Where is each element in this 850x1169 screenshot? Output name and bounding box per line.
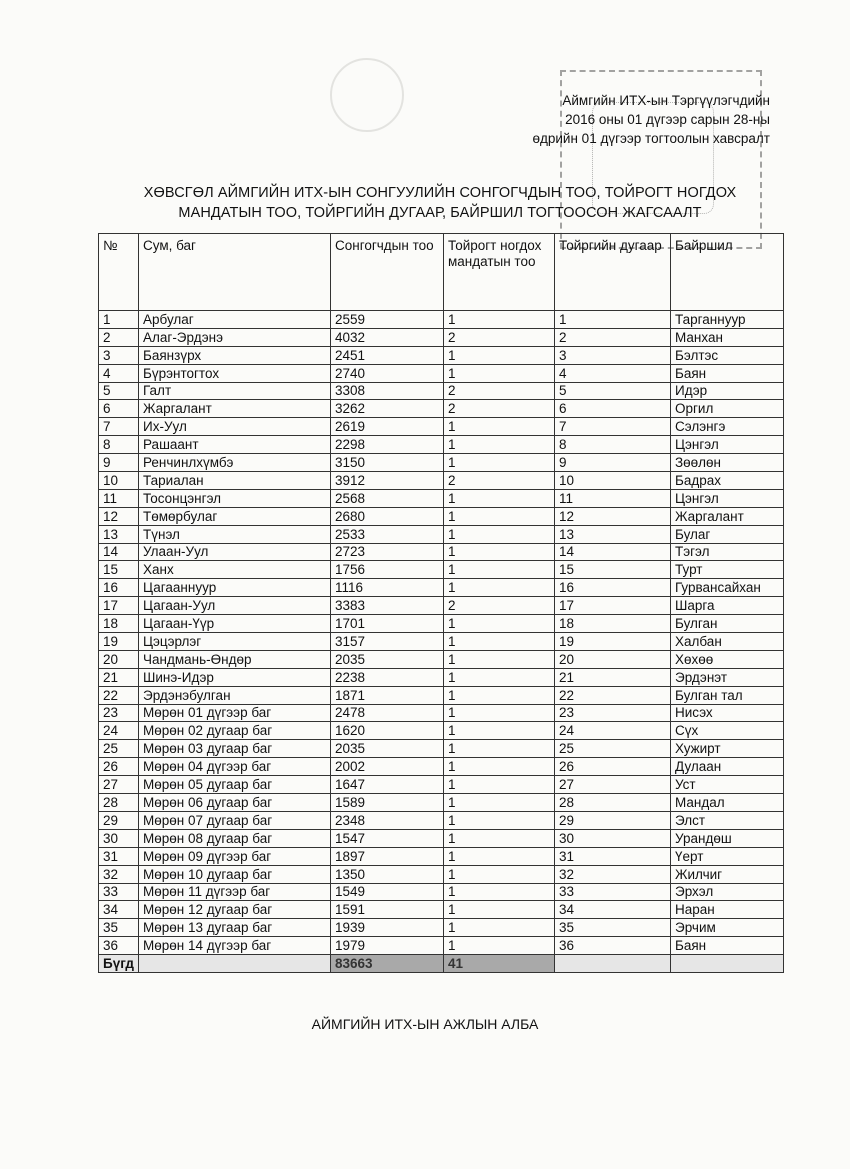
voter-count: 1116 xyxy=(331,579,444,597)
table-row xyxy=(99,668,784,686)
location-name: Нисэх xyxy=(671,704,784,722)
table-row xyxy=(99,597,784,615)
mandate-count: 2 xyxy=(444,472,555,490)
table-row xyxy=(99,472,784,490)
row-number: 33 xyxy=(99,883,139,901)
mandate-count: 1 xyxy=(444,794,555,812)
row-number: 16 xyxy=(99,579,139,597)
voter-count: 1756 xyxy=(331,561,444,579)
district-number: 1 xyxy=(555,311,671,329)
location-name: Гурвансайхан xyxy=(671,579,784,597)
district-number: 22 xyxy=(555,686,671,704)
faint-seal-mark xyxy=(330,58,404,132)
table-row xyxy=(99,311,784,329)
location-name: Булган xyxy=(671,615,784,633)
mandate-count: 1 xyxy=(444,346,555,364)
table-header-row xyxy=(99,234,784,311)
mandate-count: 1 xyxy=(444,686,555,704)
location-name: Булган тал xyxy=(671,686,784,704)
location-name: Уст xyxy=(671,776,784,794)
mandate-count: 1 xyxy=(444,668,555,686)
row-number: 31 xyxy=(99,847,139,865)
location-name: Дулаан xyxy=(671,758,784,776)
location-name: Булаг xyxy=(671,525,784,543)
district-number: 21 xyxy=(555,668,671,686)
voter-count: 1701 xyxy=(331,615,444,633)
location-name: Баян xyxy=(671,364,784,382)
table-row xyxy=(99,901,784,919)
mandate-count: 2 xyxy=(444,597,555,615)
location-name: Шарга xyxy=(671,597,784,615)
table-row xyxy=(99,883,784,901)
table-row xyxy=(99,346,784,364)
sum-bag-name: Мөрөн 08 дугаар баг xyxy=(139,829,331,847)
voter-count: 3383 xyxy=(331,597,444,615)
voter-count: 2619 xyxy=(331,418,444,436)
location-name: Цэнгэл xyxy=(671,489,784,507)
table-row xyxy=(99,865,784,883)
col-header-number: № xyxy=(99,234,139,311)
row-number: 22 xyxy=(99,686,139,704)
district-number: 25 xyxy=(555,740,671,758)
sum-bag-name: Мөрөн 10 дугаар баг xyxy=(139,865,331,883)
sum-bag-name: Ренчинлхүмбэ xyxy=(139,454,331,472)
location-name: Сүх xyxy=(671,722,784,740)
sum-bag-name: Цагаан-Уул xyxy=(139,597,331,615)
location-name: Цэнгэл xyxy=(671,436,784,454)
sum-bag-name: Мөрөн 04 дүгээр баг xyxy=(139,758,331,776)
row-number: 13 xyxy=(99,525,139,543)
mandate-count: 1 xyxy=(444,722,555,740)
table-row xyxy=(99,400,784,418)
col-header-district-number: Тойргийн дугаар xyxy=(555,234,671,311)
table-row xyxy=(99,543,784,561)
mandate-count: 1 xyxy=(444,525,555,543)
district-number: 30 xyxy=(555,829,671,847)
district-number: 35 xyxy=(555,919,671,937)
sum-bag-name: Мөрөн 09 дүгээр баг xyxy=(139,847,331,865)
row-number: 6 xyxy=(99,400,139,418)
district-number: 7 xyxy=(555,418,671,436)
col-header-sum-bag: Сум, баг xyxy=(139,234,331,311)
row-number: 19 xyxy=(99,633,139,651)
row-number: 4 xyxy=(99,364,139,382)
district-number: 20 xyxy=(555,650,671,668)
sum-bag-name: Мөрөн 02 дугаар баг xyxy=(139,722,331,740)
row-number: 15 xyxy=(99,561,139,579)
voter-count: 1620 xyxy=(331,722,444,740)
district-number: 26 xyxy=(555,758,671,776)
row-number: 7 xyxy=(99,418,139,436)
mandate-count: 1 xyxy=(444,418,555,436)
sum-bag-name: Галт xyxy=(139,382,331,400)
mandate-count: 1 xyxy=(444,829,555,847)
sum-bag-name: Мөрөн 06 дугаар баг xyxy=(139,794,331,812)
row-number: 3 xyxy=(99,346,139,364)
district-number: 15 xyxy=(555,561,671,579)
location-name: Жаргалант xyxy=(671,507,784,525)
mandate-count: 1 xyxy=(444,436,555,454)
sum-bag-name: Мөрөн 12 дугаар баг xyxy=(139,901,331,919)
row-number: 28 xyxy=(99,794,139,812)
sum-bag-name: Цэцэрлэг xyxy=(139,633,331,651)
sum-bag-name: Мөрөн 13 дугаар баг xyxy=(139,919,331,937)
approval-line: өдрийн 01 дүгээр тогтоолын хавсралт xyxy=(532,131,770,146)
sum-bag-name: Чандмань-Өндөр xyxy=(139,650,331,668)
table-row xyxy=(99,364,784,382)
mandate-count: 1 xyxy=(444,865,555,883)
voter-count: 2478 xyxy=(331,704,444,722)
col-header-voters: Сонгогчдын тоо xyxy=(331,234,444,311)
voter-count: 2298 xyxy=(331,436,444,454)
table-row xyxy=(99,489,784,507)
row-number: 5 xyxy=(99,382,139,400)
title-line: МАНДАТЫН ТОО, ТОЙРГИЙН ДУГААР, БАЙРШИЛ ТОГТООСОН ЖАГСААЛТ xyxy=(178,205,702,221)
district-number: 19 xyxy=(555,633,671,651)
total-cell xyxy=(671,955,784,973)
voter-count: 2533 xyxy=(331,525,444,543)
sum-bag-name: Мөрөн 01 дүгээр баг xyxy=(139,704,331,722)
table-row xyxy=(99,829,784,847)
location-name: Урандөш xyxy=(671,829,784,847)
voter-count: 1549 xyxy=(331,883,444,901)
location-name: Бадрах xyxy=(671,472,784,490)
voter-count: 2680 xyxy=(331,507,444,525)
row-number: 18 xyxy=(99,615,139,633)
mandate-count: 1 xyxy=(444,704,555,722)
total-voters: 83663 xyxy=(331,955,444,973)
location-name: Эрхэл xyxy=(671,883,784,901)
voter-count: 2348 xyxy=(331,811,444,829)
table-row xyxy=(99,650,784,668)
row-number: 8 xyxy=(99,436,139,454)
district-number: 8 xyxy=(555,436,671,454)
district-number: 28 xyxy=(555,794,671,812)
total-mandates: 41 xyxy=(444,955,555,973)
mandate-count: 1 xyxy=(444,901,555,919)
location-name: Эрчим xyxy=(671,919,784,937)
mandate-count: 1 xyxy=(444,758,555,776)
row-number: 25 xyxy=(99,740,139,758)
voter-count: 2559 xyxy=(331,311,444,329)
district-number: 24 xyxy=(555,722,671,740)
location-name: Бэлтэс xyxy=(671,346,784,364)
sum-bag-name: Шинэ-Идэр xyxy=(139,668,331,686)
district-number: 34 xyxy=(555,901,671,919)
mandate-count: 1 xyxy=(444,883,555,901)
table-row xyxy=(99,615,784,633)
district-number: 23 xyxy=(555,704,671,722)
district-table xyxy=(98,233,784,973)
voter-count: 3912 xyxy=(331,472,444,490)
table-row xyxy=(99,758,784,776)
voter-count: 3262 xyxy=(331,400,444,418)
table-row xyxy=(99,436,784,454)
sum-bag-name: Баянзүрх xyxy=(139,346,331,364)
row-number: 17 xyxy=(99,597,139,615)
approval-line: 2016 оны 01 дүгээр сарын 28-ны xyxy=(565,112,770,127)
voter-count: 1871 xyxy=(331,686,444,704)
location-name: Тэгэл xyxy=(671,543,784,561)
row-number: 10 xyxy=(99,472,139,490)
mandate-count: 1 xyxy=(444,776,555,794)
mandate-count: 1 xyxy=(444,740,555,758)
location-name: Эрдэнэт xyxy=(671,668,784,686)
location-name: Турт xyxy=(671,561,784,579)
district-number: 32 xyxy=(555,865,671,883)
voter-count: 3308 xyxy=(331,382,444,400)
voter-count: 2451 xyxy=(331,346,444,364)
mandate-count: 1 xyxy=(444,364,555,382)
district-number: 13 xyxy=(555,525,671,543)
mandate-count: 1 xyxy=(444,543,555,561)
district-number: 6 xyxy=(555,400,671,418)
sum-bag-name: Алаг-Эрдэнэ xyxy=(139,328,331,346)
table-row xyxy=(99,454,784,472)
mandate-count: 2 xyxy=(444,382,555,400)
voter-count: 1547 xyxy=(331,829,444,847)
table-total-row xyxy=(99,955,784,973)
location-name: Зөөлөн xyxy=(671,454,784,472)
sum-bag-name: Тосонцэнгэл xyxy=(139,489,331,507)
district-number: 27 xyxy=(555,776,671,794)
row-number: 27 xyxy=(99,776,139,794)
mandate-count: 1 xyxy=(444,579,555,597)
table-row xyxy=(99,328,784,346)
table-row xyxy=(99,794,784,812)
sum-bag-name: Түнэл xyxy=(139,525,331,543)
sum-bag-name: Мөрөн 03 дугаар баг xyxy=(139,740,331,758)
sum-bag-name: Мөрөн 05 дугаар баг xyxy=(139,776,331,794)
voter-count: 3157 xyxy=(331,633,444,651)
voter-count: 2035 xyxy=(331,650,444,668)
row-number: 14 xyxy=(99,543,139,561)
row-number: 9 xyxy=(99,454,139,472)
mandate-count: 1 xyxy=(444,561,555,579)
voter-count: 4032 xyxy=(331,328,444,346)
table-row xyxy=(99,418,784,436)
district-number: 12 xyxy=(555,507,671,525)
row-number: 36 xyxy=(99,937,139,955)
sum-bag-name: Их-Уул xyxy=(139,418,331,436)
district-number: 29 xyxy=(555,811,671,829)
district-number: 3 xyxy=(555,346,671,364)
mandate-count: 1 xyxy=(444,847,555,865)
total-cell xyxy=(139,955,331,973)
col-header-mandates: Тойрогт ногдох мандатын тоо xyxy=(444,234,555,311)
mandate-count: 1 xyxy=(444,633,555,651)
voter-count: 2740 xyxy=(331,364,444,382)
row-number: 20 xyxy=(99,650,139,668)
sum-bag-name: Ханх xyxy=(139,561,331,579)
approval-note xyxy=(470,91,770,148)
district-number: 33 xyxy=(555,883,671,901)
location-name: Хужирт xyxy=(671,740,784,758)
mandate-count: 1 xyxy=(444,507,555,525)
district-number: 11 xyxy=(555,489,671,507)
row-number: 32 xyxy=(99,865,139,883)
mandate-count: 1 xyxy=(444,311,555,329)
table-row xyxy=(99,561,784,579)
location-name: Тарганнуур xyxy=(671,311,784,329)
voter-count: 1647 xyxy=(331,776,444,794)
row-number: 11 xyxy=(99,489,139,507)
sum-bag-name: Төмөрбулаг xyxy=(139,507,331,525)
location-name: Мандал xyxy=(671,794,784,812)
table-row xyxy=(99,382,784,400)
row-number: 21 xyxy=(99,668,139,686)
location-name: Оргил xyxy=(671,400,784,418)
sum-bag-name: Бүрэнтогтох xyxy=(139,364,331,382)
district-number: 9 xyxy=(555,454,671,472)
row-number: 35 xyxy=(99,919,139,937)
approval-line: Аймгийн ИТХ-ын Тэргүүлэгчдийн xyxy=(562,93,770,108)
mandate-count: 1 xyxy=(444,919,555,937)
voter-count: 1939 xyxy=(331,919,444,937)
total-label: Бүгд xyxy=(99,955,139,973)
voter-count: 2035 xyxy=(331,740,444,758)
table-row xyxy=(99,937,784,955)
sum-bag-name: Мөрөн 07 дугаар баг xyxy=(139,811,331,829)
voter-count: 1591 xyxy=(331,901,444,919)
district-number: 31 xyxy=(555,847,671,865)
location-name: Халбан xyxy=(671,633,784,651)
sum-bag-name: Цагааннуур xyxy=(139,579,331,597)
table-row xyxy=(99,740,784,758)
col-header-location: Байршил xyxy=(671,234,784,311)
voter-count: 2568 xyxy=(331,489,444,507)
location-name: Баян xyxy=(671,937,784,955)
table-row xyxy=(99,847,784,865)
table-row xyxy=(99,811,784,829)
row-number: 34 xyxy=(99,901,139,919)
row-number: 2 xyxy=(99,328,139,346)
table-row xyxy=(99,776,784,794)
sum-bag-name: Жаргалант xyxy=(139,400,331,418)
district-number: 36 xyxy=(555,937,671,955)
voter-count: 2238 xyxy=(331,668,444,686)
location-name: Элст xyxy=(671,811,784,829)
mandate-count: 1 xyxy=(444,937,555,955)
table-row xyxy=(99,525,784,543)
voter-count: 1350 xyxy=(331,865,444,883)
row-number: 26 xyxy=(99,758,139,776)
mandate-count: 1 xyxy=(444,489,555,507)
mandate-count: 1 xyxy=(444,615,555,633)
row-number: 1 xyxy=(99,311,139,329)
issuing-office: АЙМГИЙН ИТХ-ЫН АЖЛЫН АЛБА xyxy=(311,1016,539,1032)
row-number: 24 xyxy=(99,722,139,740)
district-number: 2 xyxy=(555,328,671,346)
location-name: Сэлэнгэ xyxy=(671,418,784,436)
district-number: 14 xyxy=(555,543,671,561)
row-number: 30 xyxy=(99,829,139,847)
district-number: 10 xyxy=(555,472,671,490)
district-number: 16 xyxy=(555,579,671,597)
location-name: Манхан xyxy=(671,328,784,346)
table-row xyxy=(99,633,784,651)
row-number: 12 xyxy=(99,507,139,525)
sum-bag-name: Цагаан-Үүр xyxy=(139,615,331,633)
table-row xyxy=(99,686,784,704)
location-name: Хөхөө xyxy=(671,650,784,668)
row-number: 29 xyxy=(99,811,139,829)
total-cell xyxy=(555,955,671,973)
title-line: ХӨВСГӨЛ АЙМГИЙН ИТХ-ЫН СОНГУУЛИЙН СОНГОГЧДЫН ТОО, ТОЙРОГТ НОГДОХ xyxy=(143,185,737,201)
location-name: Жилчиг xyxy=(671,865,784,883)
row-number: 23 xyxy=(99,704,139,722)
sum-bag-name: Тариалан xyxy=(139,472,331,490)
table-row xyxy=(99,704,784,722)
location-name: Идэр xyxy=(671,382,784,400)
location-name: Наран xyxy=(671,901,784,919)
document-title xyxy=(90,183,790,223)
district-number: 17 xyxy=(555,597,671,615)
location-name: Үерт xyxy=(671,847,784,865)
table-row xyxy=(99,722,784,740)
mandate-count: 2 xyxy=(444,400,555,418)
sum-bag-name: Улаан-Уул xyxy=(139,543,331,561)
voter-count: 2002 xyxy=(331,758,444,776)
sum-bag-name: Мөрөн 14 дүгээр баг xyxy=(139,937,331,955)
mandate-count: 2 xyxy=(444,328,555,346)
mandate-count: 1 xyxy=(444,811,555,829)
voter-count: 1979 xyxy=(331,937,444,955)
voter-count: 3150 xyxy=(331,454,444,472)
mandate-count: 1 xyxy=(444,454,555,472)
table-row xyxy=(99,507,784,525)
table-row xyxy=(99,919,784,937)
sum-bag-name: Мөрөн 11 дүгээр баг xyxy=(139,883,331,901)
voter-count: 1897 xyxy=(331,847,444,865)
district-number: 4 xyxy=(555,364,671,382)
sum-bag-name: Рашаант xyxy=(139,436,331,454)
voter-count: 1589 xyxy=(331,794,444,812)
table-row xyxy=(99,579,784,597)
mandate-count: 1 xyxy=(444,650,555,668)
voter-count: 2723 xyxy=(331,543,444,561)
sum-bag-name: Эрдэнэбулган xyxy=(139,686,331,704)
district-number: 18 xyxy=(555,615,671,633)
district-number: 5 xyxy=(555,382,671,400)
sum-bag-name: Арбулаг xyxy=(139,311,331,329)
